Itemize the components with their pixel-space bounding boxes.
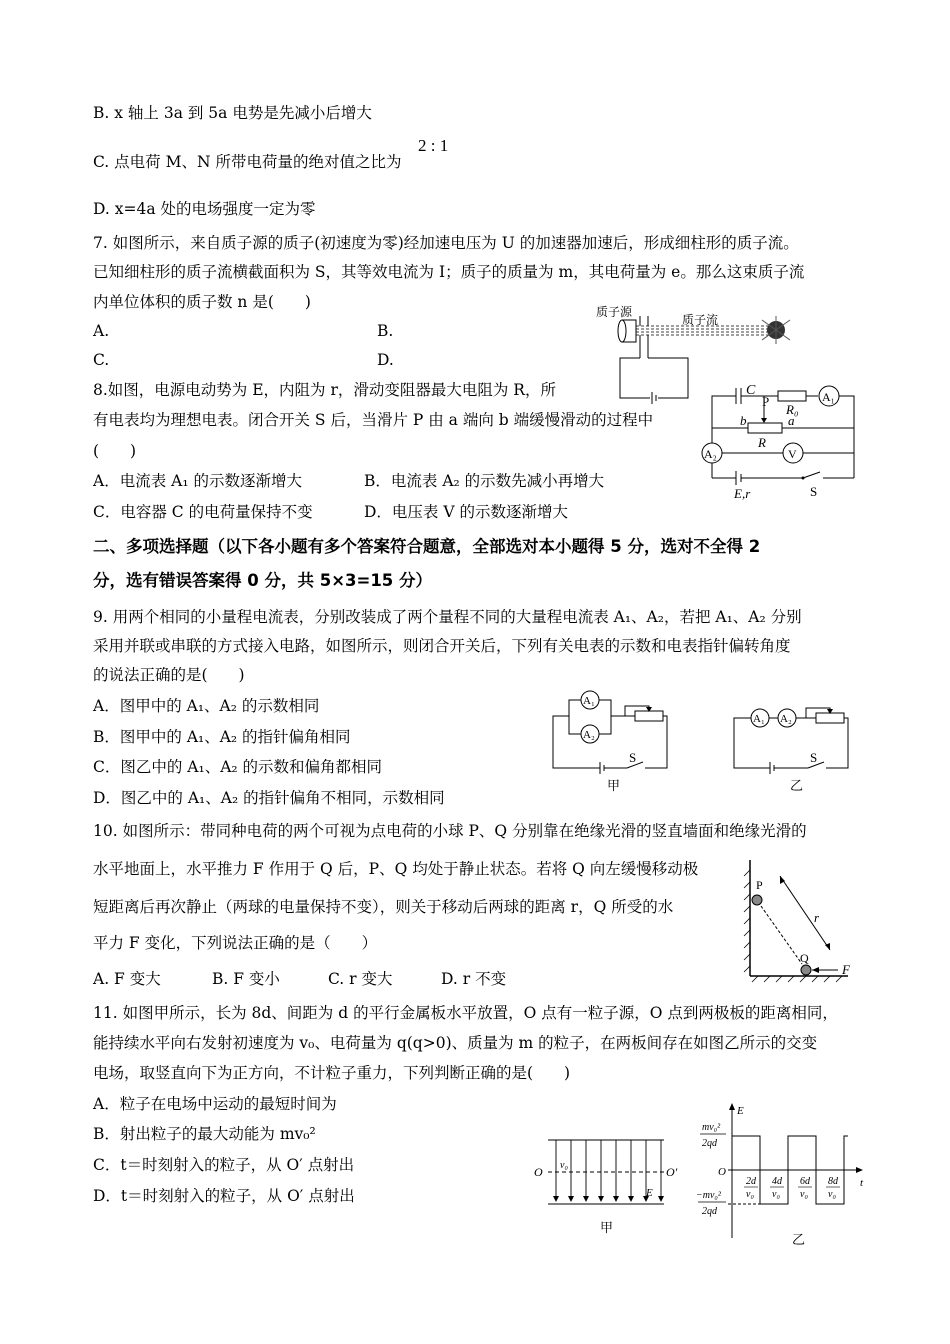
svg-text:v₀: v₀ — [800, 1189, 808, 1200]
q9-figure-yi — [728, 700, 858, 796]
q8-option-c: C．电容器 C 的电荷量保持不变 — [93, 503, 313, 521]
q10-option-d: D. r 不变 — [441, 970, 507, 988]
svg-text:t: t — [860, 1177, 864, 1189]
q11-option-a: A．粒子在电场中运动的最短时间为 — [93, 1095, 337, 1113]
q11-stem-line3: 电场，取竖直向下为正方向，不计粒子重力，下列判断正确的是( ) — [93, 1064, 571, 1082]
svg-text:O: O — [718, 1166, 726, 1178]
q10-stem-line2: 水平地面上，水平推力 F 作用于 Q 后，P、Q 均处于静止状态。若将 Q 向左缓慢移动极 — [93, 860, 699, 878]
q10-stem-line4: 平力 F 变化，下列说法正确的是（ ） — [93, 934, 378, 952]
svg-text:A₂: A₂ — [583, 729, 595, 741]
q9-option-c: C．图乙中的 A₁、A₂ 的示数和偏角都相同 — [93, 758, 383, 776]
svg-text:O: O — [534, 1165, 543, 1179]
svg-text:A₁: A₁ — [583, 695, 595, 707]
svg-text:mv₀²: mv₀² — [702, 1122, 721, 1133]
q9-stem-line3: 的说法正确的是( ) — [93, 666, 245, 684]
q11-figure-yi — [692, 1100, 872, 1252]
q7-option-a: A. — [93, 322, 110, 340]
q11-option-c: C．t＝时刻射入的粒子，从 O′ 点射出 — [93, 1156, 355, 1174]
q8-stem-line1: 8.如图，电源电动势为 E，内阻为 r，滑动变阻器最大电阻为 R，所 — [93, 381, 556, 399]
svg-text:P: P — [762, 394, 770, 409]
q9-figure-jia — [545, 688, 675, 796]
q10-option-b: B. F 变小 — [212, 970, 280, 988]
q7-option-c: C. — [93, 351, 110, 369]
q8-circuit-figure — [698, 378, 863, 500]
svg-text:O′: O′ — [666, 1165, 678, 1179]
svg-text:6d: 6d — [800, 1176, 810, 1187]
q7-stem-line2: 已知细柱形的质子流横截面积为 S，其等效电流为 I；质子的质量为 m，其电荷量为 e。那么这束质子流 — [93, 263, 805, 281]
section2-title-line2: 分，选有错误答案得 0 分，共 5×3=15 分） — [93, 571, 433, 590]
svg-text:甲: 甲 — [607, 778, 621, 793]
svg-text:r: r — [814, 910, 820, 925]
q8-option-a: A．电流表 A₁ 的示数逐渐增大 — [93, 472, 302, 490]
svg-text:b: b — [740, 413, 747, 428]
svg-text:v₀: v₀ — [772, 1189, 780, 1200]
q10-option-a: A. F 变大 — [93, 970, 161, 988]
q8-stem-line2: 有电表均为理想电表。闭合开关 S 后，当滑片 P 由 a 端向 b 端缓慢滑动的过程中 — [93, 411, 654, 429]
q11-figure-jia — [530, 1128, 690, 1240]
q9-option-d: D．图乙中的 A₁、A₂ 的指针偏角不相同，示数相同 — [93, 789, 445, 807]
svg-text:S: S — [629, 750, 637, 765]
svg-text:v₀: v₀ — [560, 1160, 568, 1171]
q10-figure — [738, 850, 858, 985]
q7-option-d: D. — [377, 351, 394, 369]
q9-stem-line2: 采用并联或串联的方式接入电路，如图所示，则闭合开关后，下列有关电表的示数和电表指针偏转角度 — [93, 637, 791, 655]
q11-stem-line2: 能持续水平向右发射初速度为 v₀、电荷量为 q(q>0)、质量为 m 的粒子，在两板间存在如图乙所示的交变 — [93, 1034, 818, 1052]
svg-text:R: R — [758, 435, 766, 450]
section2-title-line1: 二、多项选择题（以下各小题有多个答案符合题意，全部选对本小题得 5 分，选对不全得 2 — [93, 537, 761, 556]
q11-option-b: B．射出粒子的最大动能为 mv₀² — [93, 1125, 316, 1143]
svg-text:2qd: 2qd — [702, 1138, 717, 1149]
svg-text:A₂: A₂ — [780, 713, 792, 725]
q6-option-b: B. x 轴上 3a 到 5a 电势是先减小后增大 — [93, 104, 372, 122]
svg-text:乙: 乙 — [792, 1232, 806, 1247]
q7-fig-stream-label: 质子流 — [682, 313, 719, 327]
q9-stem-line1: 9. 用两个相同的小量程电流表，分别改装成了两个量程不同的大量程电流表 A₁、A₂，若把 A₁、A₂ 分别 — [93, 608, 802, 626]
svg-text:S: S — [810, 750, 818, 765]
q9-option-b: B．图甲中的 A₁、A₂ 的指针偏角相同 — [93, 728, 351, 746]
svg-text:P: P — [756, 878, 763, 892]
svg-text:V: V — [788, 447, 797, 461]
svg-text:A₁: A₁ — [822, 390, 835, 404]
svg-text:Q: Q — [800, 951, 809, 965]
svg-text:2qd: 2qd — [702, 1206, 717, 1217]
q11-option-d: D．t＝时刻射入的粒子，从 O′ 点射出 — [93, 1187, 355, 1205]
svg-text:F: F — [842, 962, 850, 977]
svg-text:v₀: v₀ — [746, 1189, 754, 1200]
svg-text:甲: 甲 — [600, 1220, 614, 1235]
svg-text:S: S — [810, 484, 818, 499]
q7-fig-source-label: 质子源 — [596, 305, 633, 319]
svg-text:A₁: A₁ — [753, 713, 765, 725]
q6-option-c-ratio: 2 : 1 — [418, 136, 449, 155]
q9-option-a: A．图甲中的 A₁、A₂ 的示数相同 — [93, 697, 320, 715]
svg-text:R₀: R₀ — [786, 402, 799, 417]
svg-text:E: E — [737, 1105, 744, 1117]
q7-stem-line3: 内单位体积的质子数 n 是( ) — [93, 293, 311, 311]
svg-text:A₂: A₂ — [704, 447, 717, 461]
svg-text:−mv₀²: −mv₀² — [696, 1190, 721, 1201]
svg-text:乙: 乙 — [790, 778, 804, 793]
svg-text:v₀: v₀ — [828, 1189, 836, 1200]
q7-option-b: B. — [377, 322, 394, 340]
q8-stem-line3: ( ) — [93, 442, 137, 460]
q11-stem-line1: 11. 如图甲所示，长为 8d、间距为 d 的平行金属板水平放置，O 点有一粒子源，O 点到两极板的距离相同， — [93, 1004, 838, 1022]
svg-text:E: E — [646, 1187, 653, 1199]
svg-text:E,r: E,r — [734, 486, 751, 500]
svg-text:4d: 4d — [772, 1176, 782, 1187]
q10-stem-line1: 10. 如图所示：带同种电荷的两个可视为点电荷的小球 P、Q 分别靠在绝缘光滑的竖直墙面和绝缘光滑的 — [93, 822, 807, 840]
q10-stem-line3: 短距离后再次静止（两球的电量保持不变），则关于移动后两球的距离 r，Q 所受的水 — [93, 898, 674, 916]
q10-option-c: C. r 变大 — [328, 970, 393, 988]
q7-stem-line1: 7. 如图所示，来自质子源的质子(初速度为零)经加速电压为 U 的加速器加速后，形成细柱形的质子流。 — [93, 234, 799, 252]
svg-text:C: C — [746, 383, 756, 398]
q6-option-c: C. 点电荷 M、N 所带电荷量的绝对值之比为 — [93, 153, 402, 171]
svg-text:8d: 8d — [828, 1176, 838, 1187]
q8-option-d: D．电压表 V 的示数逐渐增大 — [364, 503, 568, 521]
q8-option-b: B．电流表 A₂ 的示数先减小再增大 — [364, 472, 605, 490]
svg-text:2d: 2d — [746, 1176, 756, 1187]
svg-text:a: a — [788, 413, 795, 428]
q6-option-d: D. x=4a 处的电场强度一定为零 — [93, 200, 316, 218]
